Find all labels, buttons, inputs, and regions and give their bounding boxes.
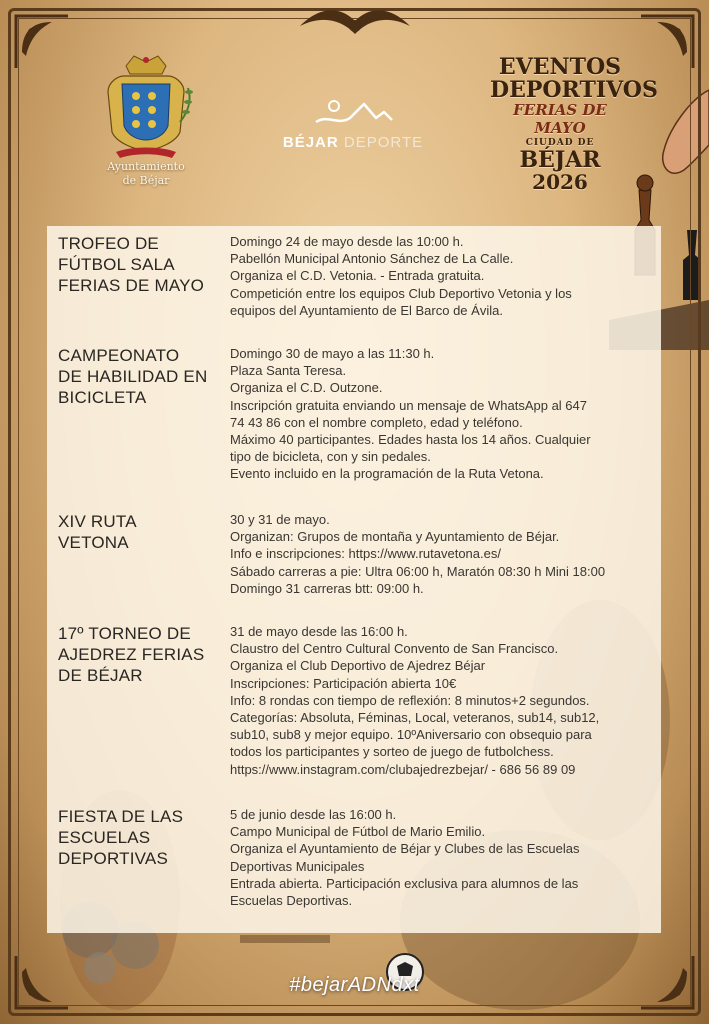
ayuntamiento-line: de Béjar (122, 174, 170, 187)
event-logo-line: BÉJAR (519, 147, 601, 173)
eventos-deportivos-logo (490, 54, 658, 195)
event-detail-line: Categorías: Absoluta, Féminas, Local, veteranos, sub14, sub12, (230, 710, 600, 726)
events-panel (47, 226, 661, 933)
event-detail-line: Info: 8 rondas con tiempo de reflexión: 8 minutos+2 segundos. (230, 692, 590, 708)
event-title-line: FÚTBOL SALA (58, 255, 175, 274)
event-detail-line: Claustro del Centro Cultural Convento de San Francisco. (230, 641, 559, 657)
event-detail-line: Máximo 40 participantes. Edades hasta los 14 años. Cualquier (230, 432, 591, 448)
event-details (230, 623, 658, 778)
hashtag: #bejarADNdxt (289, 974, 420, 996)
event-title-line: CAMPEONATO (58, 346, 180, 365)
event-details (230, 511, 658, 597)
event-title-line: 17º TORNEO DE (58, 624, 191, 643)
event-detail-line: Entrada abierta. Participación exclusiva para alumnos de las (230, 875, 579, 891)
event-detail-line: Escuelas Deportivas. (230, 893, 353, 909)
event-detail-line: Info e inscripciones: https://www.rutavetona.es/ (230, 546, 501, 562)
event-details (230, 806, 658, 909)
event-detail-line: Domingo 31 carreras btt: 09:00 h. (230, 580, 424, 596)
event-detail-line: 5 de junio desde las 16:00 h. (230, 807, 397, 822)
event-title (58, 623, 218, 686)
event-title-line: DEPORTIVAS (58, 849, 169, 868)
event-detail-line[interactable]: https://www.instagram.com/clubajedrezbejar/ - 686 56 89 09 (230, 761, 576, 777)
event-title-line: FERIAS DE MAYO (58, 276, 205, 295)
event-detail-line: Organiza el C.D. Vetonia. - Entrada gratuita. (230, 268, 485, 284)
ayuntamiento-crest-icon (96, 52, 196, 162)
event-detail-line: 31 de mayo desde las 16:00 h. (230, 624, 408, 639)
event-detail-line: todos los participantes y sorteo de juego de futbolchess. (230, 744, 554, 760)
event-logo-line: FERIAS DE MAYO (513, 101, 607, 137)
ayuntamiento-line: Ayuntamiento (107, 160, 185, 173)
event-title (58, 233, 218, 296)
event-detail-line: Inscripciones: Participación abierta 10€ (230, 675, 457, 691)
event-logo-line: 2026 (532, 170, 588, 194)
event-detail-line: Organiza el C.D. Outzone. (230, 380, 383, 396)
event-detail-line: Organiza el Club Deportivo de Ajedrez Béjar (230, 658, 486, 674)
event-detail-line: 74 43 86 con el nombre completo, edad y teléfono. (230, 414, 523, 430)
bejar-logo-text: BÉJAR (282, 134, 339, 151)
event-title-line: VETONA (58, 533, 129, 552)
event-detail-line: Organizan: Grupos de montaña y Ayuntamiento de Béjar. (230, 529, 560, 545)
event-detail-line: Inscripción gratuita enviando un mensaje de WhatsApp al 647 (230, 397, 587, 413)
event-detail-line: Pabellón Municipal Antonio Sánchez de La Calle. (230, 251, 514, 267)
event-detail-line: tipo de bicicleta, con y sin pedales. (230, 449, 431, 465)
event-title-line: TROFEO DE (58, 234, 159, 253)
event-logo-line: DEPORTIVOS (490, 77, 658, 103)
event-title (58, 345, 218, 408)
event-detail-line: sub10, sub8 y mejor equipo. 10ºAniversario con obsequio para (230, 727, 592, 743)
event-logo-line: CIUDAD DE (525, 138, 595, 148)
event-detail-line: Domingo 24 de mayo desde las 10:00 h. (230, 234, 464, 249)
event-detail-line: Sábado carreras a pie: Ultra 06:00 h, Maratón 08:30 h Mini 18:00 (230, 563, 606, 579)
event-detail-line: Plaza Santa Teresa. (230, 363, 347, 379)
top-ornament-icon (290, 6, 420, 46)
event-details (230, 345, 658, 483)
event-detail-line: Campo Municipal de Fútbol de Mario Emilio. (230, 824, 486, 840)
event-title-line: AJEDREZ FERIAS (58, 645, 205, 664)
corner-ornament-icon (637, 12, 697, 72)
event-title-line: BICICLETA (58, 388, 147, 407)
event-title-line: DE HABILIDAD EN (58, 367, 208, 386)
event-detail-line: Competición entre los equipos Club Deportivo Vetonia y los (230, 285, 572, 301)
event-detail-line: 30 y 31 de mayo. (230, 512, 330, 527)
event-detail-line: Domingo 30 de mayo a las 11:30 h. (230, 346, 435, 361)
event-detail-line: Deportivas Municipales (230, 858, 365, 874)
ayuntamiento-caption (80, 160, 212, 188)
event-title (58, 806, 218, 869)
mountain-runner-icon (314, 98, 394, 132)
bejar-deporte-logo (278, 98, 428, 158)
event-title-line: XIV RUTA (58, 512, 137, 531)
event-details (230, 233, 658, 319)
deporte-logo-text: DEPORTE (343, 134, 424, 151)
event-title-line: FIESTA DE LAS (58, 807, 184, 826)
event-title-line: DE BÉJAR (58, 666, 143, 685)
corner-ornament-icon (12, 12, 72, 72)
event-logo-line: EVENTOS (498, 54, 622, 80)
event-detail-line: Evento incluido en la programación de la Ruta Vetona. (230, 466, 544, 482)
event-detail-line: Organiza el Ayuntamiento de Béjar y Clubes de las Escuelas (230, 841, 580, 857)
event-title (58, 511, 218, 553)
event-detail-line: equipos del Ayuntamiento de El Barco de Ávila. (230, 302, 503, 318)
event-title-line: ESCUELAS (58, 828, 151, 847)
